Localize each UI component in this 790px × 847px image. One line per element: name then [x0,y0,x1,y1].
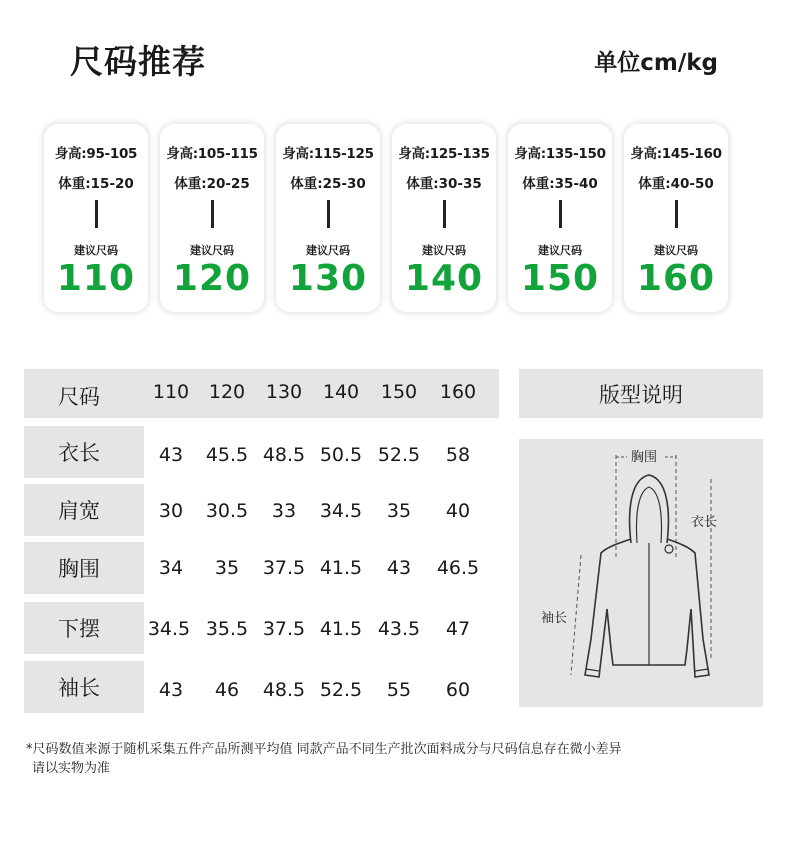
size-column-header: 160 [439,381,477,403]
size-card [624,124,728,312]
card-weight: 体重:30-35 [406,176,482,192]
card-divider [443,200,446,228]
table-cell: 43.5 [377,618,421,640]
table-cell: 50.5 [319,444,363,466]
table-cell: 43 [158,444,184,466]
table-cell: 48.5 [262,679,306,701]
size-header-label: 尺码 [58,385,100,409]
size-column-header: 120 [208,381,246,403]
table-cell: 47 [445,618,471,640]
size-column-header: 150 [380,381,418,403]
card-size: 130 [288,258,368,299]
row-label-hem: 下摆 [24,602,144,654]
card-height: 身高:125-135 [398,146,490,162]
card-label: 建议尺码 [74,244,118,257]
card-weight: 体重:40-50 [638,176,714,192]
table-cell: 52.5 [319,679,363,701]
card-size: 120 [172,258,252,299]
size-card [44,124,148,312]
unit-label: 单位cm/kg [594,50,718,76]
card-size: 150 [520,258,600,299]
size-column-header: 110 [152,381,190,403]
table-cell: 35 [386,500,412,522]
table-cell: 52.5 [377,444,421,466]
row-label-chest: 胸围 [24,542,144,594]
table-cell: 37.5 [262,618,306,640]
card-divider [559,200,562,228]
note-line-1: *尺码数值来源于随机采集五件产品所测平均值 同款产品不同生产批次面料成分与尺码信息存在微小差异 [26,742,622,757]
size-column-header: 140 [322,381,360,403]
table-cell: 55 [386,679,412,701]
table-cell: 48.5 [262,444,306,466]
table-cell: 58 [445,444,471,466]
table-cell: 43 [386,557,412,579]
table-cell: 34.5 [319,500,363,522]
row-label-shoulder: 肩宽 [24,484,144,536]
table-cell: 41.5 [319,618,363,640]
card-label: 建议尺码 [654,244,698,257]
table-cell: 40 [445,500,471,522]
jacket-illustration-icon [519,439,763,707]
table-cell: 60 [445,679,471,701]
table-cell: 30 [158,500,184,522]
card-height: 身高:115-125 [282,146,374,162]
card-divider [211,200,214,228]
card-weight: 体重:20-25 [174,176,250,192]
chest-label: 胸围 [631,450,658,465]
card-label: 建议尺码 [306,244,350,257]
table-cell: 34 [158,557,184,579]
card-divider [95,200,98,228]
note-line-2: 请以实物为准 [32,761,111,776]
table-cell: 35 [214,557,240,579]
table-cell: 43 [158,679,184,701]
size-card [508,124,612,312]
card-height: 身高:145-160 [630,146,722,162]
card-size: 110 [56,258,136,299]
row-label-sleeve: 袖长 [24,661,144,713]
card-label: 建议尺码 [422,244,466,257]
card-size: 140 [404,258,484,299]
size-column-header: 130 [265,381,303,403]
size-note [26,740,766,778]
card-height: 身高:105-115 [166,146,258,162]
page-title: 尺码推荐 [70,42,206,81]
size-card [392,124,496,312]
card-height: 身高:95-105 [54,146,138,162]
table-cell: 37.5 [262,557,306,579]
table-cell: 34.5 [147,618,191,640]
card-label: 建议尺码 [190,244,234,257]
card-weight: 体重:15-20 [58,176,134,192]
card-divider [675,200,678,228]
card-divider [327,200,330,228]
fit-description-title: 版型说明 [519,369,763,418]
garment-diagram [519,439,763,707]
card-weight: 体重:25-30 [290,176,366,192]
card-label: 建议尺码 [538,244,582,257]
card-height: 身高:135-150 [514,146,606,162]
row-label-length: 衣长 [24,426,144,478]
card-weight: 体重:35-40 [522,176,598,192]
card-size: 160 [636,258,716,299]
table-cell: 33 [271,500,297,522]
table-cell: 45.5 [205,444,249,466]
table-cell: 41.5 [319,557,363,579]
size-card [160,124,264,312]
table-cell: 35.5 [205,618,249,640]
size-card [276,124,380,312]
size-recommendation-cards [44,124,730,314]
table-cell: 30.5 [205,500,249,522]
length-label: 衣长 [691,515,718,530]
table-cell: 46.5 [436,557,480,579]
sleeve-label: 袖长 [541,611,568,626]
table-cell: 46 [214,679,240,701]
